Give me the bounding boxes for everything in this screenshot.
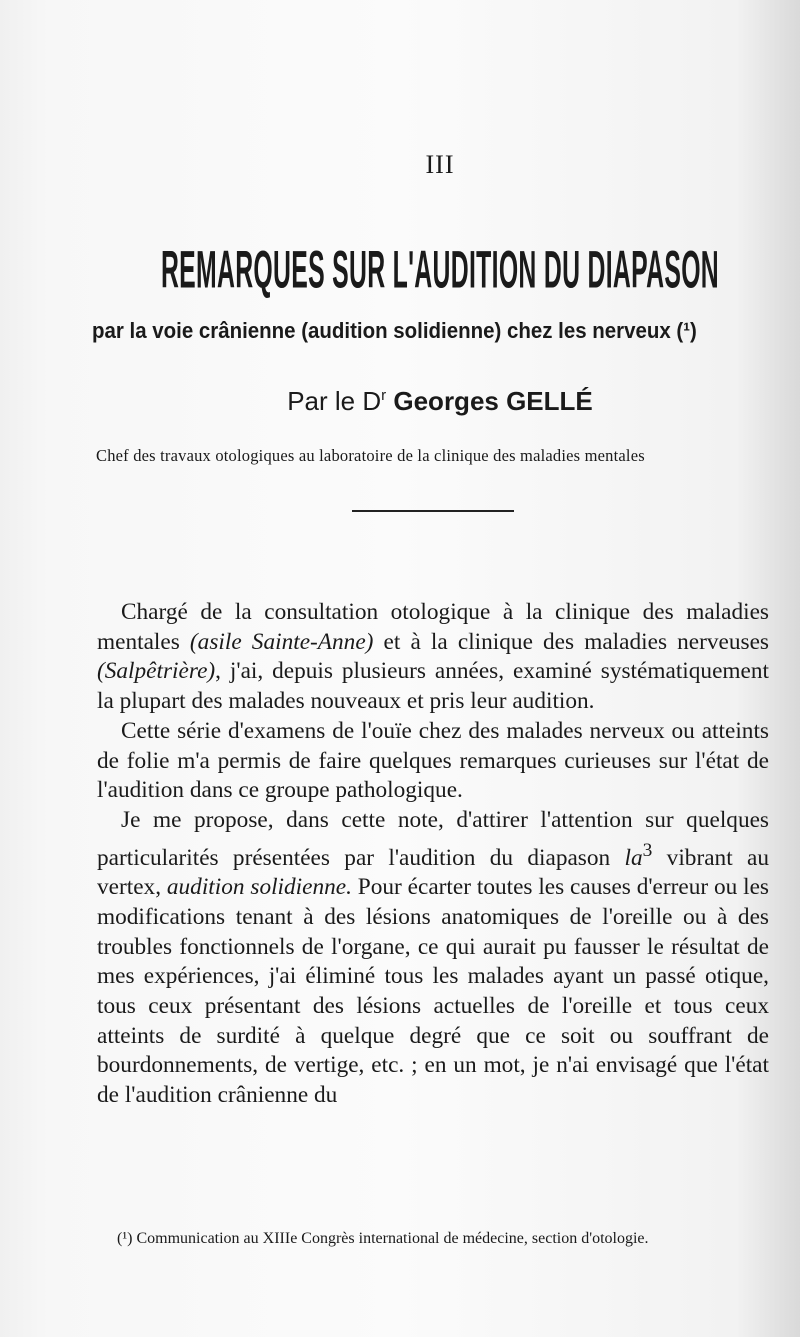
- text-run: Pour écarter toutes les causes d'erreur ou les modifications tenant à des lésions anatomiques de l'oreille ou à des troubles fonctionnels de l'organe, ce qui aurait pu fausser le résultat de mes expériences, j'ai éliminé tous les malades ayant un passé otique, tous ceux présentant des lésions actuelles de l'oreille et tous ceux atteints de surdité à quelque degré que ce soit ou souffrant de bourdonnements, de vertige, etc. ; en un mot, je n'ai envisagé que l'état de l'audition crânienne du: [97, 874, 769, 1109]
- paragraph: [97, 806, 769, 1111]
- author-affiliation: Chef des travaux otologiques au laboratoire de la clinique des maladies mentales: [96, 446, 645, 465]
- italic-run: (asile Sainte-Anne): [189, 628, 374, 655]
- subtitle-text: par la voie crânienne (audition solidienne) chez les nerveux: [92, 318, 671, 343]
- superscript: 3: [642, 839, 653, 861]
- text-run: vibrant au vertex,: [97, 844, 769, 901]
- author-title-sup: r: [381, 387, 387, 404]
- separator-rule: [352, 510, 514, 512]
- section-number: III: [425, 150, 455, 179]
- article-subtitle: [92, 318, 724, 344]
- paragraph: Cette série d'examens de l'ouïe chez des malades nerveux ou atteints de folie m'a permis de faire quelques remarques curieuses sur l'état de l'audition dans ce groupe pathologique.: [97, 717, 769, 804]
- italic-run: la: [624, 844, 643, 871]
- author-prefix: Par le D: [287, 386, 382, 416]
- text-run: Chargé de la consultation otologique à la clinique des maladies mentales: [97, 599, 769, 655]
- footnote: [97, 1229, 769, 1249]
- article-title: REMARQUES SUR L'AUDITION DU DIAPASON: [160, 241, 720, 300]
- author-line: [0, 386, 800, 417]
- paragraph: [97, 598, 769, 717]
- text-run: , j'ai, depuis plusieurs années, examiné systématiquement la plupart des malades nouveaux et pris leur audition.: [97, 658, 769, 715]
- text-run: et à la clinique des maladies nerveuses: [373, 628, 769, 655]
- author-name: Georges GELLÉ: [393, 386, 593, 416]
- italic-run: (Salpêtrière): [97, 658, 216, 685]
- body-text: [97, 598, 769, 1111]
- footnote-marker: (¹): [676, 318, 697, 343]
- italic-run: audition solidienne.: [166, 874, 352, 901]
- text-run: Je me propose, dans cette note, d'attirer l'attention sur quelques particularités présentées par l'audition du diapason: [97, 806, 769, 871]
- footnote-text: Communication au XIIIe Congrès international de médecine, section d'otologie.: [132, 1230, 649, 1247]
- footnote-marker: (¹): [117, 1230, 133, 1247]
